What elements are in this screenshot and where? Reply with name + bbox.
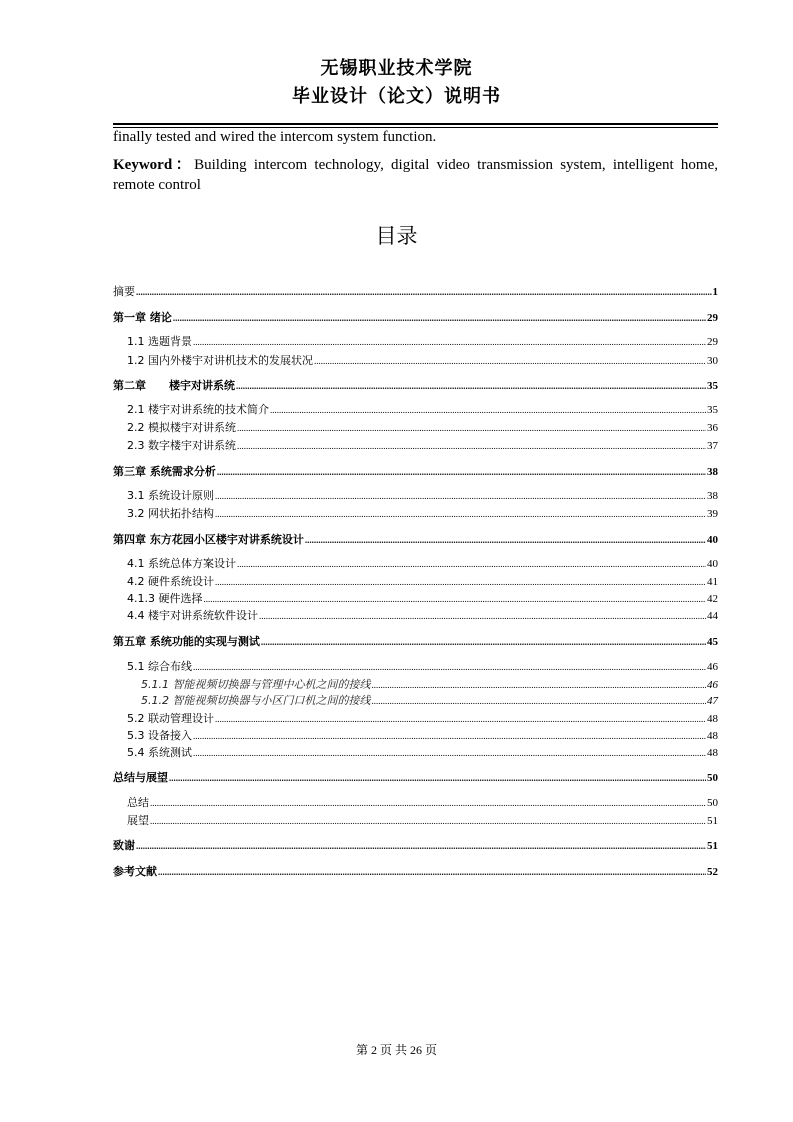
toc-leader-dots	[371, 693, 706, 709]
toc-entry-page: 51	[707, 815, 718, 827]
footer-total-pages: 26	[410, 1043, 422, 1057]
toc-entry-2-3[interactable]	[127, 438, 718, 454]
toc-leader-dots	[270, 402, 706, 418]
toc-entry-3-1[interactable]	[127, 488, 718, 504]
toc-entry-label: 5.1 综合布线	[127, 660, 192, 673]
toc-entry-4-1-3[interactable]	[127, 591, 718, 607]
toc-entry-label: 3.2 网状拓扑结构	[127, 507, 214, 520]
toc-entry-label: 展望	[127, 814, 149, 827]
toc-leader-dots	[259, 608, 706, 624]
toc-entry-page: 35	[707, 404, 718, 416]
toc-leader-dots	[204, 591, 707, 607]
toc-entry-label: 总结与展望	[113, 771, 168, 784]
toc-leader-dots	[371, 677, 706, 693]
toc-leader-dots	[215, 574, 706, 590]
page-header	[0, 56, 793, 110]
keywords-text: Building intercom technology, digital video transmission system, intelligent home, remote control	[113, 157, 718, 193]
toc-leader-dots	[136, 838, 706, 854]
toc-leader-dots	[314, 353, 706, 369]
toc-entry-3-2[interactable]	[127, 506, 718, 522]
toc-leader-dots	[193, 659, 706, 675]
toc-leader-dots	[261, 634, 706, 650]
toc-entry-1-1[interactable]	[127, 334, 718, 350]
toc-entry-label: 5.2 联动管理设计	[127, 712, 214, 725]
toc-entry-label: 第四章 东方花园小区楼宇对讲系统设计	[113, 533, 304, 546]
toc-entry-references[interactable]	[113, 864, 718, 880]
toc-entry-conclusion[interactable]	[113, 770, 718, 786]
header-rule-thick	[113, 123, 718, 125]
toc-entry-page: 38	[707, 490, 718, 502]
toc-entry-label: 第三章 系统需求分析	[113, 465, 216, 478]
toc-entry-page: 38	[707, 466, 718, 478]
toc-entry-label: 1.1 选题背景	[127, 335, 192, 348]
toc-entry-page: 45	[707, 636, 718, 648]
toc-entry-page: 41	[707, 576, 718, 588]
toc-entry-label: 致谢	[113, 839, 135, 852]
toc-entry-page: 48	[707, 713, 718, 725]
toc-entry-label: 第一章 绪论	[113, 311, 172, 324]
toc-entry-label: 2.1 楼宇对讲系统的技术简介	[127, 403, 269, 416]
toc-entry-label: 摘要	[113, 285, 135, 298]
toc-leader-dots	[215, 488, 706, 504]
document-type: 毕业设计（论文）说明书	[292, 86, 501, 107]
toc-entry-page: 39	[707, 508, 718, 520]
toc-leader-dots	[158, 864, 706, 880]
toc-entry-chapter-2[interactable]	[113, 378, 718, 394]
toc-title: 目录	[375, 224, 418, 248]
toc-entry-5-1[interactable]	[127, 659, 718, 675]
toc-leader-dots	[193, 728, 706, 744]
toc-entry-label: 5.4 系统测试	[127, 746, 192, 759]
toc-entry-page: 29	[707, 336, 718, 348]
toc-entry-page: 40	[707, 558, 718, 570]
toc-leader-dots	[236, 378, 706, 394]
toc-entry-page: 40	[707, 534, 718, 546]
toc-entry-chapter-5[interactable]	[113, 634, 718, 650]
footer-suffix: 页	[425, 1043, 438, 1057]
toc-entry-5-3[interactable]	[127, 728, 718, 744]
toc-entry-5-1-2[interactable]	[141, 693, 718, 709]
page-footer	[0, 1042, 793, 1058]
toc-entry-label: 第二章 楼宇对讲系统	[113, 379, 235, 392]
toc-entry-page: 1	[712, 286, 718, 298]
toc-entry-label: 参考文献	[113, 865, 157, 878]
toc-leader-dots	[215, 711, 706, 727]
toc-entry-page: 30	[707, 355, 718, 367]
keywords-label: Keyword：	[113, 157, 195, 173]
footer-middle: 页 共	[379, 1043, 407, 1057]
toc-entry-page: 47	[707, 695, 718, 707]
toc-entry-label: 5.1.2 智能视频切换器与小区门口机之间的接线	[141, 694, 371, 707]
toc-entry-4-1[interactable]	[127, 556, 718, 572]
toc-entry-1-2[interactable]	[127, 353, 718, 369]
toc-entry-label: 2.3 数字楼宇对讲系统	[127, 439, 236, 452]
toc-leader-dots	[237, 420, 706, 436]
toc-entry-label: 4.4 楼宇对讲系统软件设计	[127, 609, 258, 622]
toc-entry-acknowledgements[interactable]	[113, 838, 718, 854]
toc-entry-page: 42	[707, 593, 718, 605]
toc-entry-label: 5.1.1 智能视频切换器与管理中心机之间的接线	[141, 678, 371, 691]
footer-prefix: 第	[355, 1043, 368, 1057]
toc-entry-summary[interactable]	[127, 795, 718, 811]
toc-leader-dots	[169, 770, 706, 786]
toc-entry-page: 48	[707, 747, 718, 759]
toc-leader-dots	[217, 464, 706, 480]
toc-entry-page: 37	[707, 440, 718, 452]
toc-entry-page: 46	[707, 679, 718, 691]
toc-entry-page: 48	[707, 730, 718, 742]
toc-entry-page: 29	[707, 312, 718, 324]
toc-leader-dots	[193, 745, 706, 761]
toc-entry-label: 2.2 模拟楼宇对讲系统	[127, 421, 236, 434]
toc-entry-5-4[interactable]	[127, 745, 718, 761]
toc-entry-label: 总结	[127, 796, 149, 809]
toc-entry-page: 50	[707, 797, 718, 809]
abstract-continuation	[113, 127, 718, 195]
toc-entry-label: 4.2 硬件系统设计	[127, 575, 214, 588]
toc-entry-page: 36	[707, 422, 718, 434]
toc-leader-dots	[150, 813, 706, 829]
toc-entry-5-2[interactable]	[127, 711, 718, 727]
toc-leader-dots	[173, 310, 706, 326]
institution-name: 无锡职业技术学院	[320, 58, 473, 79]
toc-entry-page: 52	[707, 866, 718, 878]
toc-entry-label: 5.3 设备接入	[127, 729, 192, 742]
toc-leader-dots	[150, 795, 706, 811]
keywords-paragraph	[113, 155, 718, 195]
toc-entry-4-2[interactable]	[127, 574, 718, 590]
toc-entry-label: 3.1 系统设计原则	[127, 489, 214, 502]
toc-entry-page: 51	[707, 840, 718, 852]
toc-entry-outlook[interactable]	[127, 813, 718, 829]
toc-entry-4-4[interactable]	[127, 608, 718, 624]
toc-entry-label: 第五章 系统功能的实现与测试	[113, 635, 260, 648]
toc-entry-chapter-4[interactable]	[113, 532, 718, 548]
toc-entry-page: 46	[707, 661, 718, 673]
toc-entry-abstract[interactable]	[113, 284, 718, 300]
toc-entry-2-2[interactable]	[127, 420, 718, 436]
toc-leader-dots	[215, 506, 706, 522]
toc-entry-page: 35	[707, 380, 718, 392]
toc-entry-2-1[interactable]	[127, 402, 718, 418]
toc-leader-dots	[237, 556, 706, 572]
toc-leader-dots	[305, 532, 706, 548]
toc-leader-dots	[193, 334, 706, 350]
toc-entry-page: 50	[707, 772, 718, 784]
abstract-last-line: finally tested and wired the intercom system function.	[113, 129, 437, 145]
toc-entry-page: 44	[707, 610, 718, 622]
toc-leader-dots	[237, 438, 706, 454]
toc-entry-chapter-3[interactable]	[113, 464, 718, 480]
toc-entry-chapter-1[interactable]	[113, 310, 718, 326]
toc-entry-label: 4.1.3 硬件选择	[127, 592, 203, 605]
toc-leader-dots	[136, 284, 712, 300]
toc-entry-label: 1.2 国内外楼宇对讲机技术的发展状况	[127, 354, 313, 367]
footer-current-page: 2	[370, 1043, 377, 1057]
toc-entry-5-1-1[interactable]	[141, 677, 718, 693]
toc-entry-label: 4.1 系统总体方案设计	[127, 557, 236, 570]
